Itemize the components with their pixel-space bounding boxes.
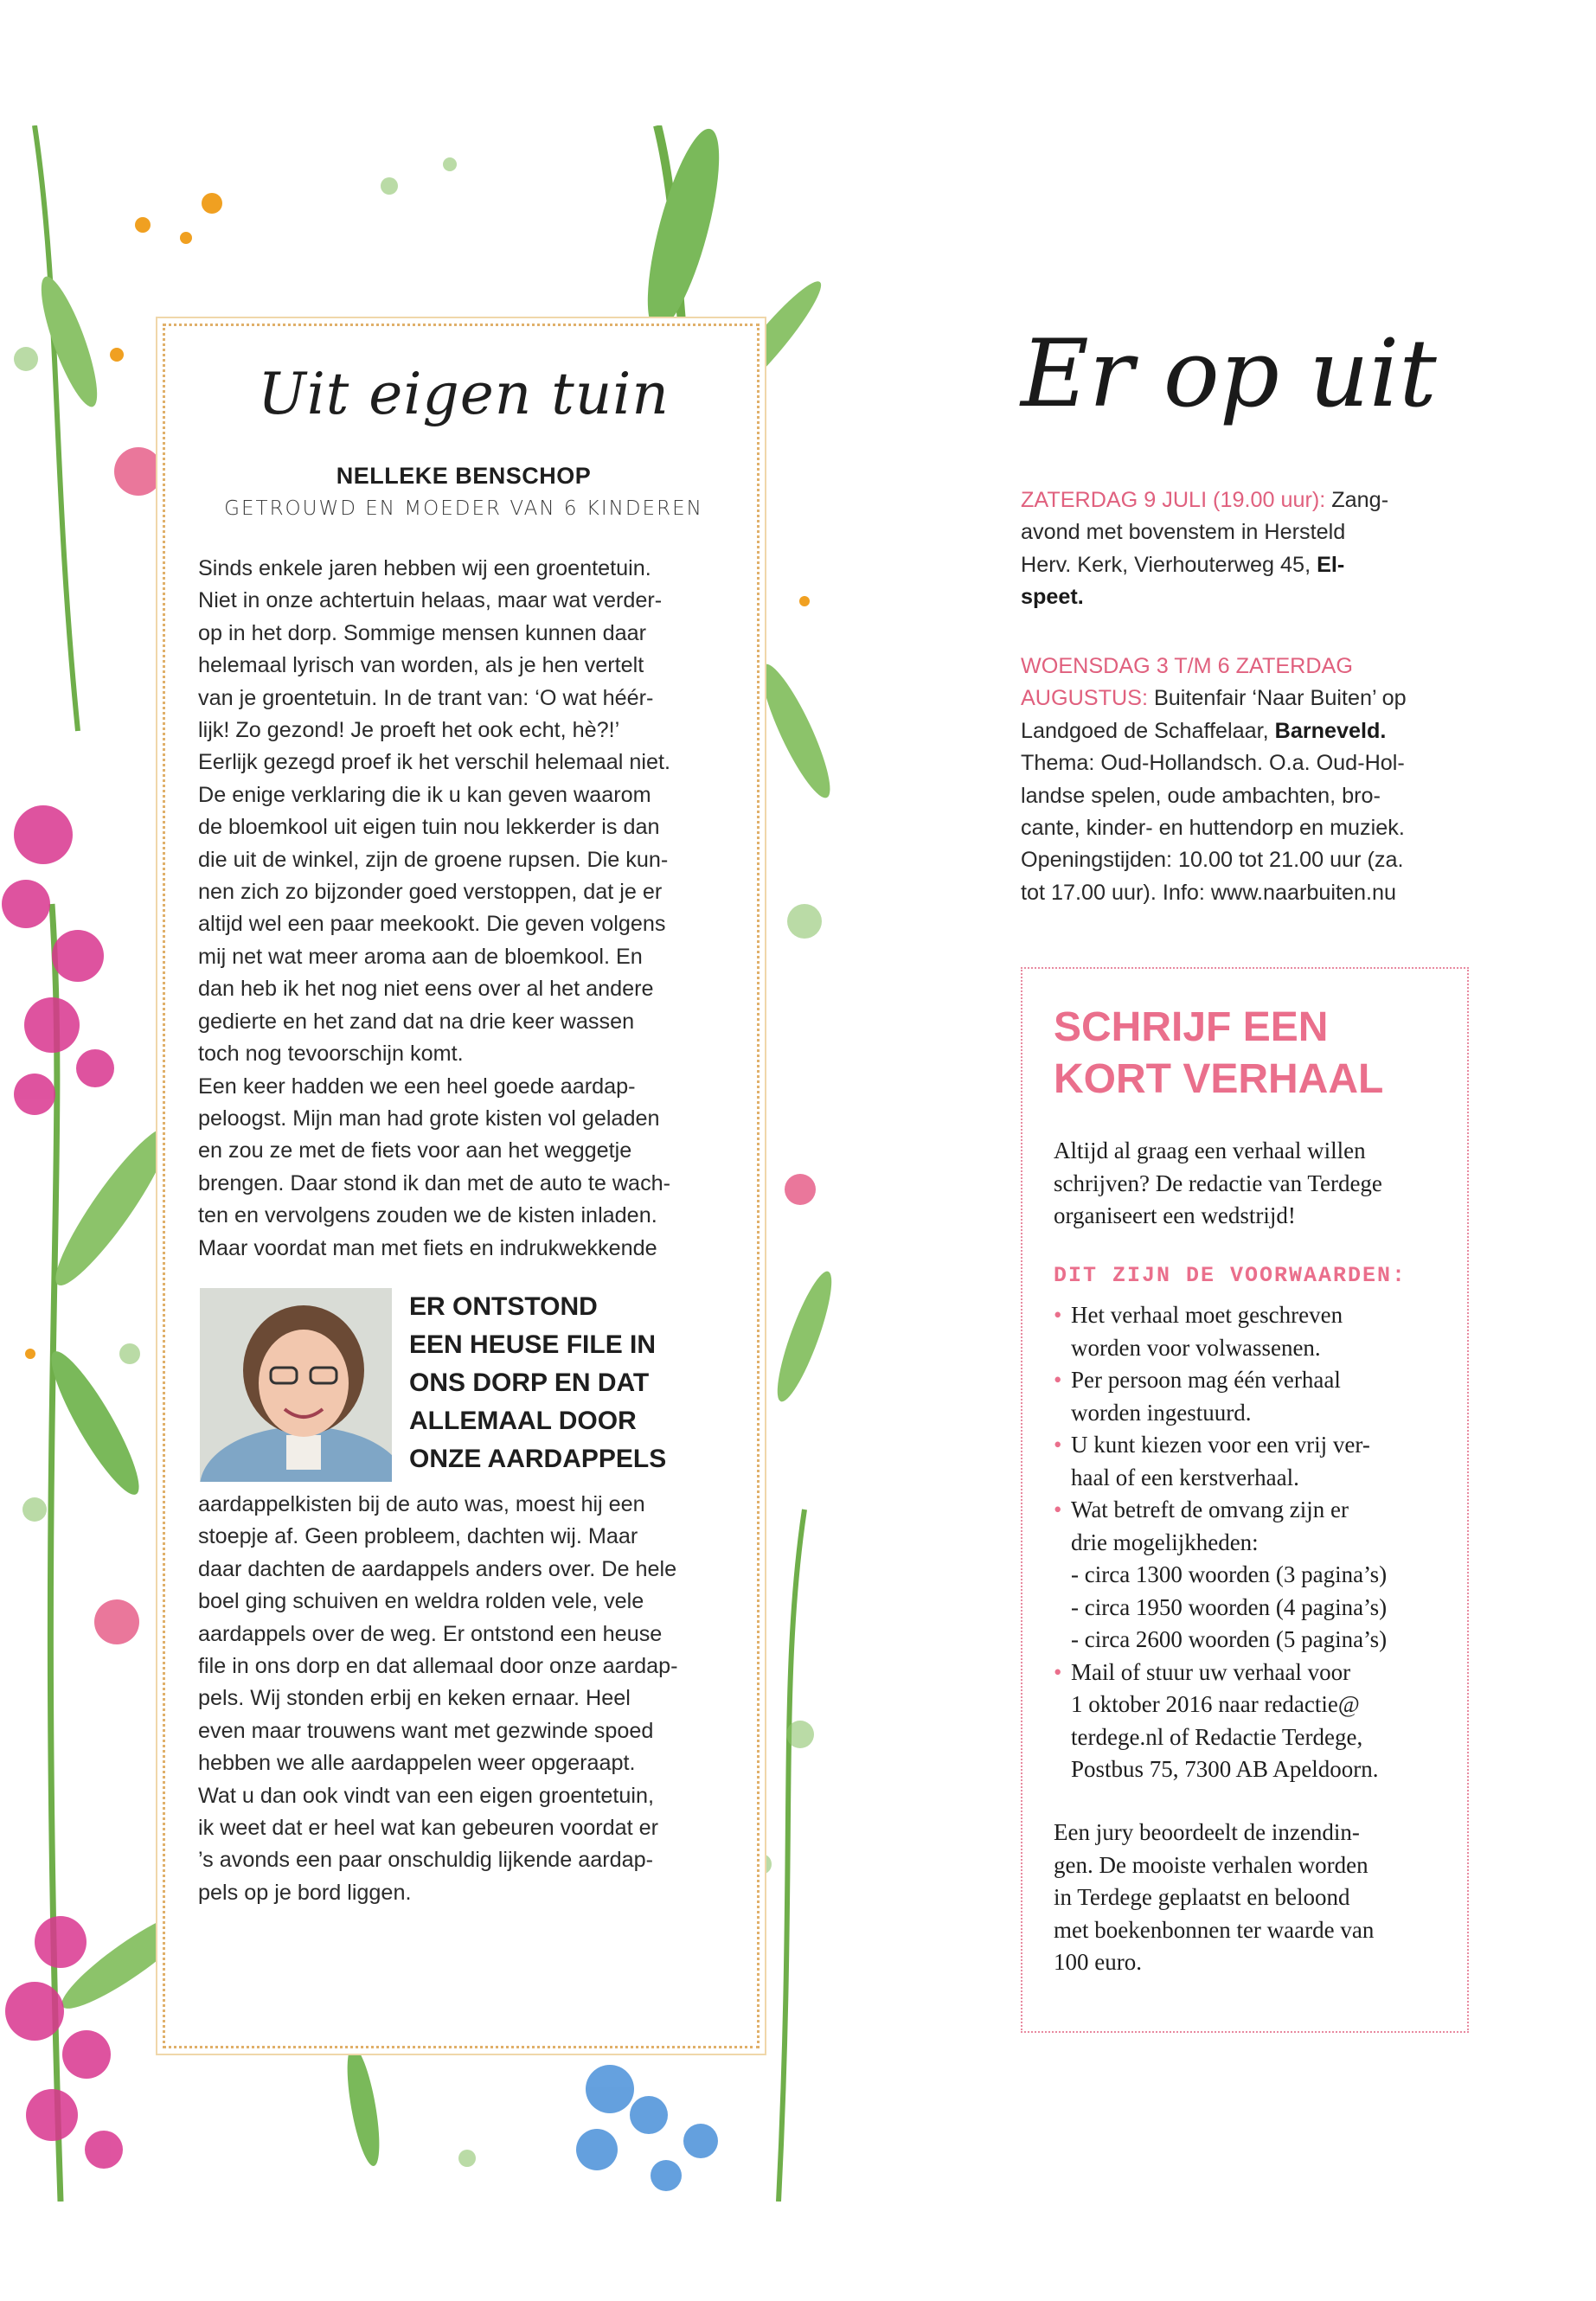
author-name: NELLEKE BENSCHOP: [336, 463, 592, 489]
leaf: [39, 1343, 151, 1503]
event-date: WOENSDAG 3 T/M 6 ZATERDAG AUGUSTUS:: [1021, 654, 1353, 711]
event-text: Zang- avond met bovenstem in Hersteld Herv. Kerk, Vierhouterweg 45,: [1021, 488, 1389, 577]
size-option: - circa 1950 woorden (4 pagina’s): [1071, 1593, 1388, 1620]
condition-item: • Wat betreft de omvang zijn er drie mogelijkheden:: [1054, 1494, 1460, 1559]
leaf: [341, 2045, 386, 2169]
pull-quote: ER ONTSTOND EEN HEUSE FILE IN ONS DORP EN DAT ALLEMAAL DOOR ONZE AARDAPPELS: [409, 1292, 667, 1473]
contest-title: SCHRIJF EEN KORT VERHAAL: [1054, 1004, 1384, 1102]
article-body-part1: Sinds enkele jaren hebben wij een groentetuin. Niet in onze achtertuin helaas, maar wat verder- op in het dorp. Sommige mensen kunnen daar helemaal lyrisch van worden, als je hen vertelt van je groentetuin. In de trant van: ‘O wat héér- lijk! Zo gezond! Je proeft het ook echt, hè?!’ Eerlijk gezegd proef ik het verschil helemaal niet. De enige verklaring die ik u kan geven waarom de bloemkool uit eigen tuin nou lekkerder is dan die uit de winkel, zijn de groene rupsen. Die kun- nen zich zo bijzonder goed verstoppen, dat je er altijd wel een paar meekookt. Die geven volgens mij net wat meer aroma aan de bloemkool. En dan heb ik het nog niet eens over al het andere gedierte en het zand dat na drie keer wassen toch nog tevoorschijn komt. Een keer hadden we een heel goede aardap- peloogst. Mijn man had grote kisten vol geladen en zou ze met de fiets voor aan het weggetje brengen. Daar stond ik dan met de auto te wach- ten en vervolgens zouden we de kisten inladen. Maar voordat man met fiets en indrukwekkende: [198, 556, 671, 1260]
blue-flowers: [576, 2065, 718, 2191]
author-photo: [200, 1288, 392, 1482]
condition-item: • U kunt kiezen voor een vrij ver- haal of een kerstverhaal.: [1054, 1429, 1460, 1494]
event-extra: Thema: Oud-Hollandsch. O.a. Oud-Hol- landse spelen, oude ambachten, bro- cante, kinder- en huttendorp en muziek. Openingstijden: 10.00 tot 21.00 uur (za. tot 17.00 uur). Info: www.naarbuiten.nu: [1021, 751, 1405, 905]
conditions-heading: DIT ZIJN DE VOORWAARDEN:: [1054, 1263, 1407, 1288]
event-item: [1021, 484, 1453, 614]
article-title: Uit eigen tuin: [258, 361, 670, 427]
event-place: El- speet.: [1021, 552, 1345, 610]
event-text: Buitenfair ‘Naar Buiten’ op Landgoed de Schaffelaar,: [1021, 686, 1407, 743]
event-item: [1021, 651, 1453, 909]
size-option: - circa 2600 woorden (5 pagina’s): [1071, 1626, 1388, 1652]
condition-item: • Het verhaal moet geschreven worden voor volwassenen.: [1054, 1299, 1460, 1364]
stem: [35, 125, 78, 731]
condition-item: • Per persoon mag één verhaal worden ingestuurd.: [1054, 1364, 1460, 1429]
leaf: [768, 1266, 835, 1406]
author-portrait: [200, 1288, 392, 1482]
event-date: ZATERDAG 9 JULI (19.00 uur):: [1021, 488, 1326, 512]
conditions-list: [1054, 1299, 1460, 1786]
size-option: - circa 1300 woorden (3 pagina’s): [1071, 1561, 1388, 1587]
leaf: [31, 272, 108, 413]
events-heading: Er op uit: [1021, 320, 1437, 428]
submit-instructions: • Mail of stuur uw verhaal voor 1 oktober 2016 naar redactie@ terdege.nl of Redactie Terdege, Postbus 75, 7300 AB Apeldoorn.: [1054, 1657, 1460, 1786]
stem: [779, 1509, 804, 2202]
event-place: Barneveld.: [1274, 718, 1387, 743]
contest-intro: Altijd al graag een verhaal willen schrijven? De redactie van Terdege organiseert een wedstrijd!: [1054, 1138, 1382, 1228]
leaf: [42, 1118, 183, 1295]
article-card: [163, 324, 760, 2048]
contest-box: [1021, 967, 1469, 2033]
author-subtitle: GETROUWD EN MOEDER VAN 6 KINDEREN: [224, 497, 703, 520]
leaf: [751, 657, 835, 804]
article-body-part2: aardappelkisten bij de auto was, moest hij een stoepje af. Geen probleem, dachten wij. Maar daar dachten de aardappels anders over. De hele boel ging schuiven en weldra rolden vele, vele aardappels over de weg. Er ontstond een heuse file in ons dorp en dat allemaal door onze aardap- pels. Wij stonden erbij en keken ernaar. Heel even maar trouwens want met gezwinde spoed hebben we alle aardappelen weer opgeraapt. Wat u dan ook vindt van een eigen groentetuin, ik weet dat er heel wat kan gebeuren voordat er ’s avonds een paar onschuldig lijkende aardap- pels op je bord liggen.: [198, 1492, 678, 1905]
contest-closing: Een jury beoordeelt de inzendin- gen. De mooiste verhalen worden in Terdege geplaatst en beloond met boekenbonnen ter waarde van 100 euro.: [1054, 1819, 1375, 1975]
